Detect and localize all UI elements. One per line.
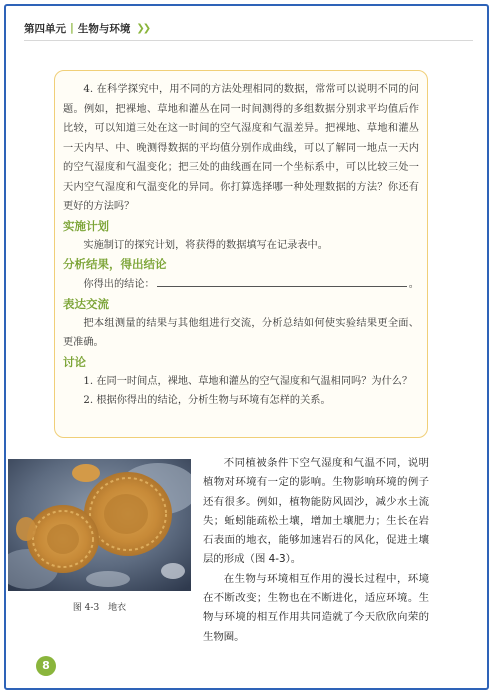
inquiry-box [54,70,428,438]
lichen-illustration [8,459,191,591]
unit-title: 生物与环境 [77,22,131,35]
main-body-text [203,454,429,647]
implement-text: 实施制订的探究计划，将获得的数据填写在记录表中。 [83,239,328,251]
discussion-question-2: 2. 根据你得出的结论，分析生物与环境有怎样的关系。 [83,395,331,406]
header-separator: | [70,22,74,34]
header-divider [24,40,473,41]
data-processing-paragraph: 4. 在科学探究中，用不同的方法处理相同的数据，常常可以说明不同的问题。例如，把裸地、草地和灌丛在同一时间测得的多组数据分别求平均值后作比较，可以知道三处在这一时间的空气湿度和气温差异。把裸地、草地和灌丛一天内早、中、晚测得数据的平均值分别作成曲线，可以了解同一地点一天内的空气湿度和气温变化；把三处的曲线画在同一个坐标系中，可以比较三处一天内空气湿度和气温变化的异同。你打算选择哪一种处理数据的方法？你还有更好的方法吗？ [63,84,419,212]
communicate-text: 把本组测量的结果与其他组进行交流，分析总结如何使实验结果更全面、更准确。 [63,317,419,348]
figure-caption: 图 4-3 地衣 [72,603,127,613]
conclusion-label: 你得出的结论： [83,279,155,290]
page-number: 8 [36,656,56,676]
lichen-photo [8,459,191,591]
unit-label: 第四单元 [24,22,66,35]
conclusion-end: 。 [408,279,419,290]
conclusion-line [63,274,419,295]
body-paragraph-2: 在生物与环境相互作用的漫长过程中，环境在不断改变；生物也在不断进化，适应环境。生物与环境的相互作用共同造就了今天欣欣向荣的生物圈。 [203,572,429,643]
conclusion-blank[interactable] [157,274,407,287]
section-heading-communicate: 表达交流 [63,296,109,311]
section-heading-implement: 实施计划 [63,218,109,233]
running-header [24,18,473,38]
section-heading-discussion: 讨论 [63,354,86,369]
body-paragraph-1: 不同植被条件下空气湿度和气温不同，说明植物对环境有一定的影响。生物影响环境的例子还有很多。例如，植物能防风固沙，减少水土流失；蚯蚓能疏松土壤，增加土壤肥力；生长在岩石表面的地衣，能够加速岩石的风化，促进土壤层的形成（图 4-3）。 [203,457,429,566]
double-chevron-icon: ❯❯ [136,22,150,34]
discussion-question-1: 1. 在同一时间点，裸地、草地和灌丛的空气湿度和气温相同吗？为什么？ [83,375,413,387]
section-heading-analysis: 分析结果，得出结论 [63,257,167,271]
